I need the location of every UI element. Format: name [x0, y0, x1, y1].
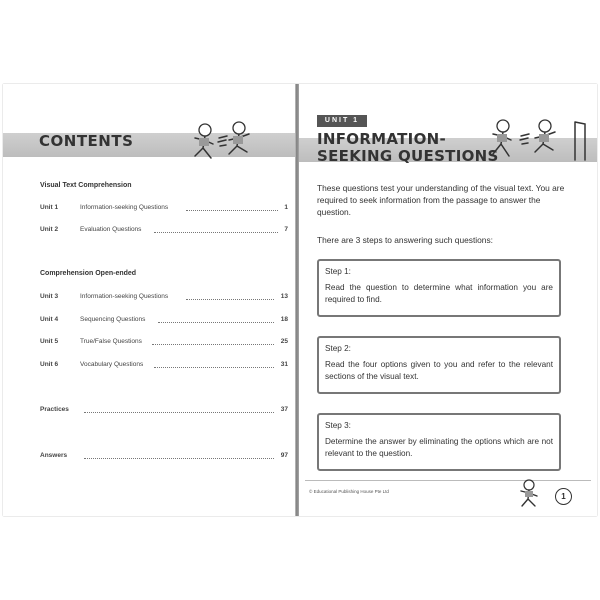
- toc-page: 13: [280, 293, 288, 300]
- step-title: Step 2:: [325, 344, 351, 353]
- toc-row-answers[interactable]: [40, 452, 288, 462]
- contents-title: CONTENTS: [39, 132, 134, 150]
- toc-topic: True/False Questions: [80, 338, 142, 345]
- step-text: Read the four options given to you and refer to the relevant sections of the visual text.: [325, 360, 553, 381]
- step-text: Determine the answer by eliminating the options which are not relevant to the question.: [325, 437, 553, 458]
- toc-page: 7: [284, 226, 288, 233]
- toc-row-unit-3[interactable]: [40, 293, 288, 303]
- book-spread: [3, 84, 597, 516]
- toc-topic: Vocabulary Questions: [80, 361, 144, 368]
- intro-paragraph: These questions test your understanding of the visual text. You are required to seek information from the passage to answer the question.: [317, 183, 565, 217]
- step-title: Step 3:: [325, 421, 351, 430]
- runners-illustration: [185, 120, 265, 162]
- dot-leader: [154, 232, 278, 233]
- unit-title-line-1: INFORMATION-: [317, 130, 446, 148]
- section-title: Visual Text Comprehension: [40, 182, 132, 189]
- dot-leader: [84, 458, 274, 459]
- dot-leader: [84, 412, 274, 413]
- toc-page: 37: [280, 406, 288, 413]
- toc-topic: Information-seeking Questions: [80, 293, 169, 300]
- unit-title-line-2: SEEKING QUESTIONS: [317, 147, 499, 165]
- footer-runner-illustration: [517, 478, 549, 508]
- step-box-2: [317, 336, 561, 394]
- dot-leader: [154, 367, 274, 368]
- toc-page: 97: [280, 452, 288, 459]
- dot-leader: [186, 210, 278, 211]
- dot-leader: [152, 344, 274, 345]
- toc-unit: Unit 1: [40, 204, 59, 211]
- toc-row-practices[interactable]: [40, 406, 288, 416]
- step-box-1: [317, 259, 561, 317]
- contents-page: [3, 84, 295, 516]
- step-box-3: [317, 413, 561, 471]
- toc-row-unit-2[interactable]: [40, 226, 288, 236]
- toc-unit: Unit 2: [40, 226, 59, 233]
- page-number: 1: [555, 488, 572, 505]
- toc-unit: Unit 3: [40, 293, 59, 300]
- toc-row-unit-5[interactable]: [40, 338, 288, 348]
- toc-unit: Unit 5: [40, 338, 59, 345]
- step-title: Step 1:: [325, 267, 351, 276]
- toc-topic: Information-seeking Questions: [80, 204, 169, 211]
- toc-row-unit-4[interactable]: [40, 316, 288, 326]
- unit-title: [317, 131, 499, 165]
- unit-1-page: [299, 84, 597, 516]
- toc-unit: Unit 4: [40, 316, 59, 323]
- toc-page: 1: [284, 204, 288, 211]
- toc-topic: Sequencing Questions: [80, 316, 146, 323]
- steps-intro: There are 3 steps to answering such questions:: [317, 235, 493, 245]
- toc-extra-label: Practices: [40, 406, 69, 413]
- toc-unit: Unit 6: [40, 361, 59, 368]
- toc-row-unit-1[interactable]: [40, 204, 288, 214]
- toc-page: 18: [280, 316, 288, 323]
- runners-illustration: [485, 114, 593, 162]
- dot-leader: [186, 299, 274, 300]
- toc-row-unit-6[interactable]: [40, 361, 288, 371]
- toc-topic: Evaluation Questions: [80, 226, 142, 233]
- toc-page: 31: [280, 361, 288, 368]
- unit-tab: UNIT 1: [317, 115, 367, 127]
- copyright-text: © Educational Publishing House Pte Ltd: [309, 489, 389, 494]
- toc-page: 25: [280, 338, 288, 345]
- toc-extra-label: Answers: [40, 452, 68, 459]
- step-text: Read the question to determine what information you are required to find.: [325, 283, 553, 304]
- section-title: Comprehension Open-ended: [40, 270, 137, 277]
- dot-leader: [158, 322, 274, 323]
